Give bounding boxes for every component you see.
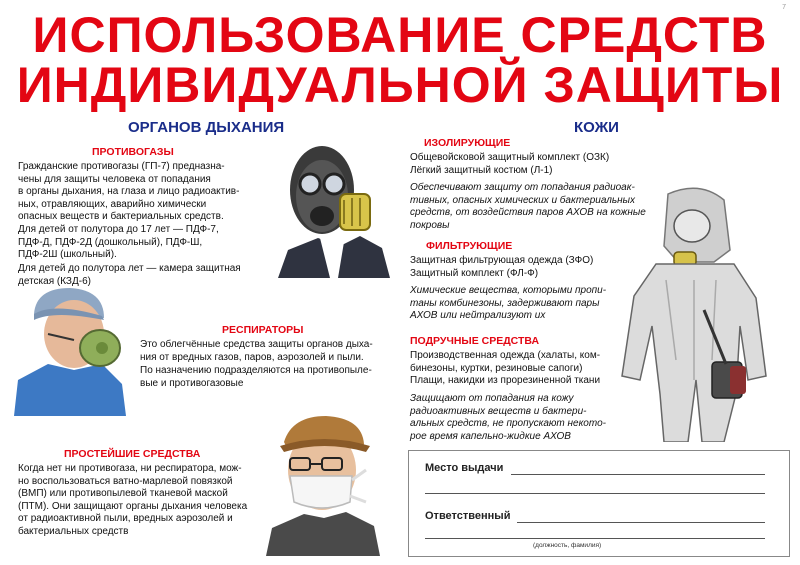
title-line-2: ИНДИВИДУАЛЬНОЙ ЗАЩИТЫ xyxy=(16,57,784,113)
position-name-hint: (должность, фамилия) xyxy=(533,542,602,549)
responsible-label: Ответственный xyxy=(425,510,511,522)
subheading-isolating: ИЗОЛИРУЮЩИЕ xyxy=(424,137,511,149)
gas-masks-text-3: Для детей до полутора лет — камера защитная детская (КЗД-6) xyxy=(18,263,241,287)
respirators-text-2: По назначению подразделяются на противопыле- вые и противогазовые xyxy=(140,365,372,389)
place-of-issue-label: Место выдачи xyxy=(425,462,504,474)
heading-skin: КОЖИ xyxy=(574,119,619,136)
issuance-form xyxy=(408,450,790,557)
place-of-issue-line-1[interactable] xyxy=(511,474,765,475)
simple-means-text: Когда нет ни противогаза, ни респиратора, мож- но воспользоваться ватно-марлевой повязкой (ВМП) или противопылевой тканевой маской (ПТМ). Они защищают органы дыхания человека от радиоактивной пыли, вредных аэрозолей и бактериальных средств xyxy=(18,463,248,537)
isolating-items: Общевойсковой защитный комплект (ОЗК) Лёгкий защитный костюм (Л-1) xyxy=(410,152,610,176)
gas-mask-person-illustration xyxy=(278,138,390,278)
filtering-description: Химические вещества, которыми пропи- таны комбинезоны, задерживают пары АХОВ или нейтрализуют их xyxy=(410,285,607,321)
subheading-simple-means: ПРОСТЕЙШИЕ СРЕДСТВА xyxy=(64,448,201,460)
respirators-text-1: Это облегчённые средства защиты органов дыха- ния от вредных газов, паров, аэрозолей и пыли. xyxy=(140,339,373,363)
subheading-improvised: ПОДРУЧНЫЕ СРЕДСТВА xyxy=(410,335,540,347)
heading-respiratory: ОРГАНОВ ДЫХАНИЯ xyxy=(128,119,285,136)
responsible-line-1[interactable] xyxy=(517,522,765,523)
filtering-items: Защитная фильтрующая одежда (ЗФО) Защитный комплект (ФЛ-Ф) xyxy=(410,255,594,279)
gas-masks-text-1: Гражданские противогазы (ГП-7) предназна- чены для защиты человека от попадания в органы дыхания, на глаза и лицо радиоактив- ных, отравляющих, аварийно химически опасных веществ и бактериальных средств. xyxy=(18,161,240,222)
protective-suit-person-illustration xyxy=(616,180,786,442)
gas-masks-text-2: Для детей от полутора до 17 лет — ПДФ-7, ПДФ-Д, ПДФ-2Д (дошкольный), ПДФ-Ш, ПДФ-2Ш (школьный). xyxy=(18,224,219,260)
subheading-respirators: РЕСПИРАТОРЫ xyxy=(222,324,304,336)
page-number: 7 xyxy=(782,4,786,11)
responsible-line-2[interactable] xyxy=(425,538,765,539)
isolating-description: Обеспечивают защиту от попадания радиоак- тивных, опасных химических и бактериальных средств, от воздействия паров АХОВ на кожные покровы xyxy=(410,182,646,231)
improvised-description: Защищают от попадания на кожу радиоактивных веществ и бактери- альных средств, не пропускают некото- рое время капельно-жидкие АХОВ xyxy=(410,393,606,442)
title-line-1: ИСПОЛЬЗОВАНИЕ СРЕДСТВ xyxy=(32,7,768,63)
subheading-gas-masks: ПРОТИВОГАЗЫ xyxy=(92,146,174,158)
gauze-bandage-person-illustration xyxy=(266,410,382,556)
subheading-filtering: ФИЛЬТРУЮЩИЕ xyxy=(426,240,513,252)
place-of-issue-line-2[interactable] xyxy=(425,493,765,494)
respirator-person-illustration xyxy=(14,284,130,416)
improvised-items: Производственная одежда (халаты, ком- бинезоны, куртки, резиновые сапоги) Плащи, накидки из прорезиненной ткани xyxy=(410,350,601,386)
